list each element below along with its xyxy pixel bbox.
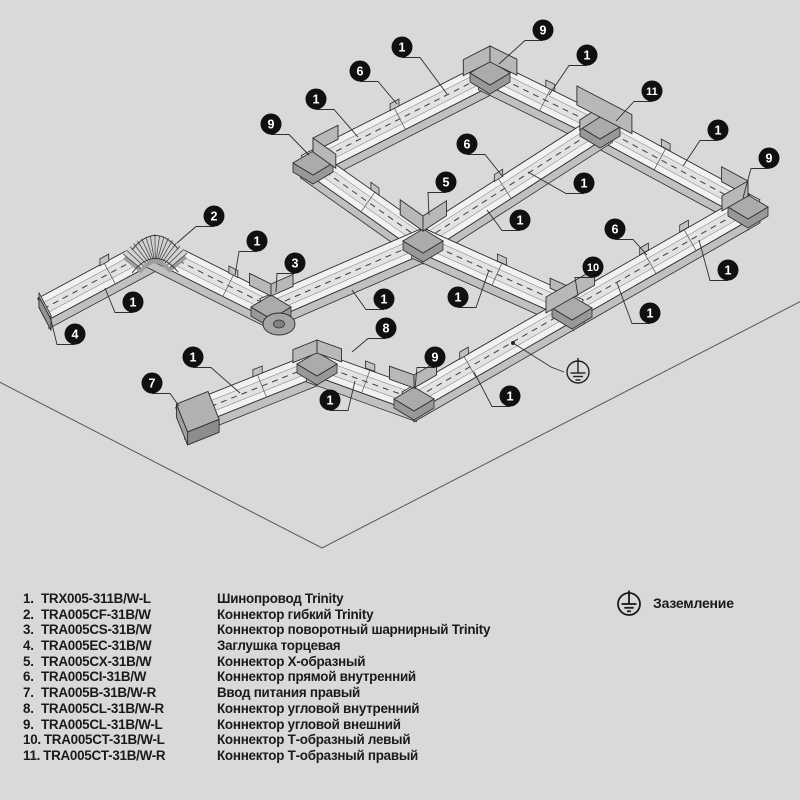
legend-item-code: TRA005CI-31B/W (41, 669, 147, 685)
callout-badge-6 (350, 61, 371, 82)
callout-badge-1 (718, 260, 739, 281)
legend-item-number: 6. (23, 669, 34, 685)
legend (23, 591, 491, 764)
callout-number: 9 (267, 117, 275, 132)
legend-item-number: 7. (23, 685, 34, 701)
callout-number: 1 (189, 350, 197, 365)
legend-item-number: 2. (23, 606, 34, 622)
callout-badge-6 (457, 134, 478, 155)
legend-item (23, 653, 366, 670)
callout-badge-1 (392, 37, 413, 58)
callout-number: 6 (611, 222, 619, 237)
callout-badge-2 (204, 206, 225, 227)
callout-number: 11 (646, 85, 658, 98)
legend-item-code: TRA005EC-31B/W (41, 638, 152, 654)
callout-badge-1 (510, 210, 531, 231)
legend-item (23, 747, 419, 764)
legend-ground-item (615, 589, 734, 617)
callout-badge-1 (123, 292, 144, 313)
callout-number: 8 (382, 321, 390, 336)
callout-badge-1 (320, 390, 341, 411)
callout-number: 1 (380, 292, 388, 307)
callout-number: 10 (586, 261, 600, 274)
callout-badge-1 (374, 289, 395, 310)
callout-badge-1 (183, 347, 204, 368)
legend-item (23, 685, 360, 701)
callout-badge-10 (583, 257, 604, 278)
legend-item-description: Коннектор прямой внутренний (217, 669, 416, 685)
callout-number: 6 (356, 64, 364, 79)
callout-number: 7 (148, 376, 156, 391)
callout-badge-7 (142, 373, 163, 394)
callout-badge-3 (285, 253, 306, 274)
legend-item-number: 10. (23, 732, 41, 748)
callout-badge-1 (708, 120, 729, 141)
legend-item-description: Заглушка торцевая (217, 638, 341, 654)
callout-number: 1 (583, 48, 591, 63)
legend-item (23, 591, 344, 607)
callout-number: 1 (129, 295, 137, 310)
legend-item-description: Коннектор угловой внутренний (217, 700, 420, 716)
legend-item-description: Коннектор угловой внешний (217, 716, 401, 732)
legend-item-description: Шинопровод Trinity (217, 591, 344, 606)
legend-item (23, 606, 374, 623)
callout-number: 6 (463, 137, 471, 152)
legend-item-code: TRA005CF-31B/W (41, 606, 151, 622)
legend-item (23, 716, 401, 733)
legend-item-number: 5. (23, 653, 34, 669)
legend-list (23, 591, 491, 764)
legend-item-code: TRA005CT-31B/W-L (43, 732, 165, 748)
callout-number: 1 (398, 40, 406, 55)
legend-item-number: 3. (23, 622, 34, 638)
legend-item-code: TRA005B-31B/W-R (41, 685, 157, 701)
callout-badge-1 (500, 386, 521, 407)
legend-item-number: 8. (23, 700, 34, 716)
callout-number: 1 (580, 176, 588, 191)
ground-icon (615, 589, 643, 617)
legend-item (23, 700, 420, 717)
callout-leader (271, 135, 309, 156)
callout-number: 1 (312, 92, 320, 107)
legend-item-description: Коннектор Т-образный левый (217, 732, 411, 748)
callout-badge-5 (436, 172, 457, 193)
callout-badge-1 (306, 89, 327, 110)
callout-badge-1 (577, 45, 598, 66)
legend-item-code: TRA005CL-31B/W-R (41, 700, 164, 716)
legend-item (23, 622, 491, 638)
legend-item-number: 9. (23, 716, 34, 732)
callout-number: 4 (71, 327, 79, 342)
callout-number: 1 (253, 234, 261, 249)
legend-item-description: Ввод питания правый (217, 685, 360, 701)
callout-badge-6 (605, 219, 626, 240)
callout-number: 5 (442, 175, 450, 190)
callout-number: 9 (765, 151, 773, 166)
callout-badge-9 (759, 148, 780, 169)
legend-item-code: TRA005CS-31B/W (41, 622, 152, 638)
callout-number: 1 (326, 393, 334, 408)
callout-number: 9 (431, 350, 439, 365)
legend-item-description: Коннектор X-образный (217, 653, 366, 669)
callout-badge-8 (376, 318, 397, 339)
callout-badge-4 (65, 324, 86, 345)
callout-number: 1 (724, 263, 732, 278)
callout-leader (352, 339, 386, 353)
legend-item-code: TRX005-311B/W-L (41, 591, 151, 606)
callout-badge-9 (533, 20, 554, 41)
callout-number: 1 (714, 123, 722, 138)
callout-leader (360, 82, 397, 105)
callout-badge-11 (642, 81, 663, 102)
legend-item-number: 1. (23, 591, 34, 606)
callout-leader (177, 227, 214, 244)
legend-item-code: TRA005CX-31B/W (41, 653, 152, 669)
legend-item-description: Коннектор поворотный шарнирный Trinity (217, 622, 491, 638)
ground-label: Заземление (653, 595, 734, 611)
callout-badge-1 (574, 173, 595, 194)
legend-item-description: Коннектор гибкий Trinity (217, 606, 374, 622)
legend-item-number: 4. (23, 638, 34, 654)
legend-item (23, 638, 341, 654)
callout-number: 2 (210, 209, 218, 224)
callout-badge-9 (261, 114, 282, 135)
legend-item (23, 732, 411, 748)
callout-badge-1 (448, 287, 469, 308)
callout-number: 1 (516, 213, 524, 228)
legend-item-code: TRA005CL-31B/W-L (41, 716, 163, 732)
legend-item-description: Коннектор Т-образный правый (217, 747, 419, 763)
callout-leader (235, 252, 257, 276)
floor-plane (0, 294, 800, 548)
callout-badge-1 (640, 303, 661, 324)
callout-number: 9 (539, 23, 547, 38)
callout-number: 1 (454, 290, 462, 305)
legend-item-number: 11. (23, 747, 41, 763)
callout-number: 3 (291, 256, 299, 271)
legend-item-code: TRA005CT-31B/W-R (43, 747, 166, 763)
callout-number: 1 (506, 389, 514, 404)
callout-badge-1 (247, 231, 268, 252)
callout-number: 1 (646, 306, 654, 321)
callout-leader (152, 394, 179, 407)
legend-item (23, 669, 416, 685)
callout-badge-9 (425, 347, 446, 368)
